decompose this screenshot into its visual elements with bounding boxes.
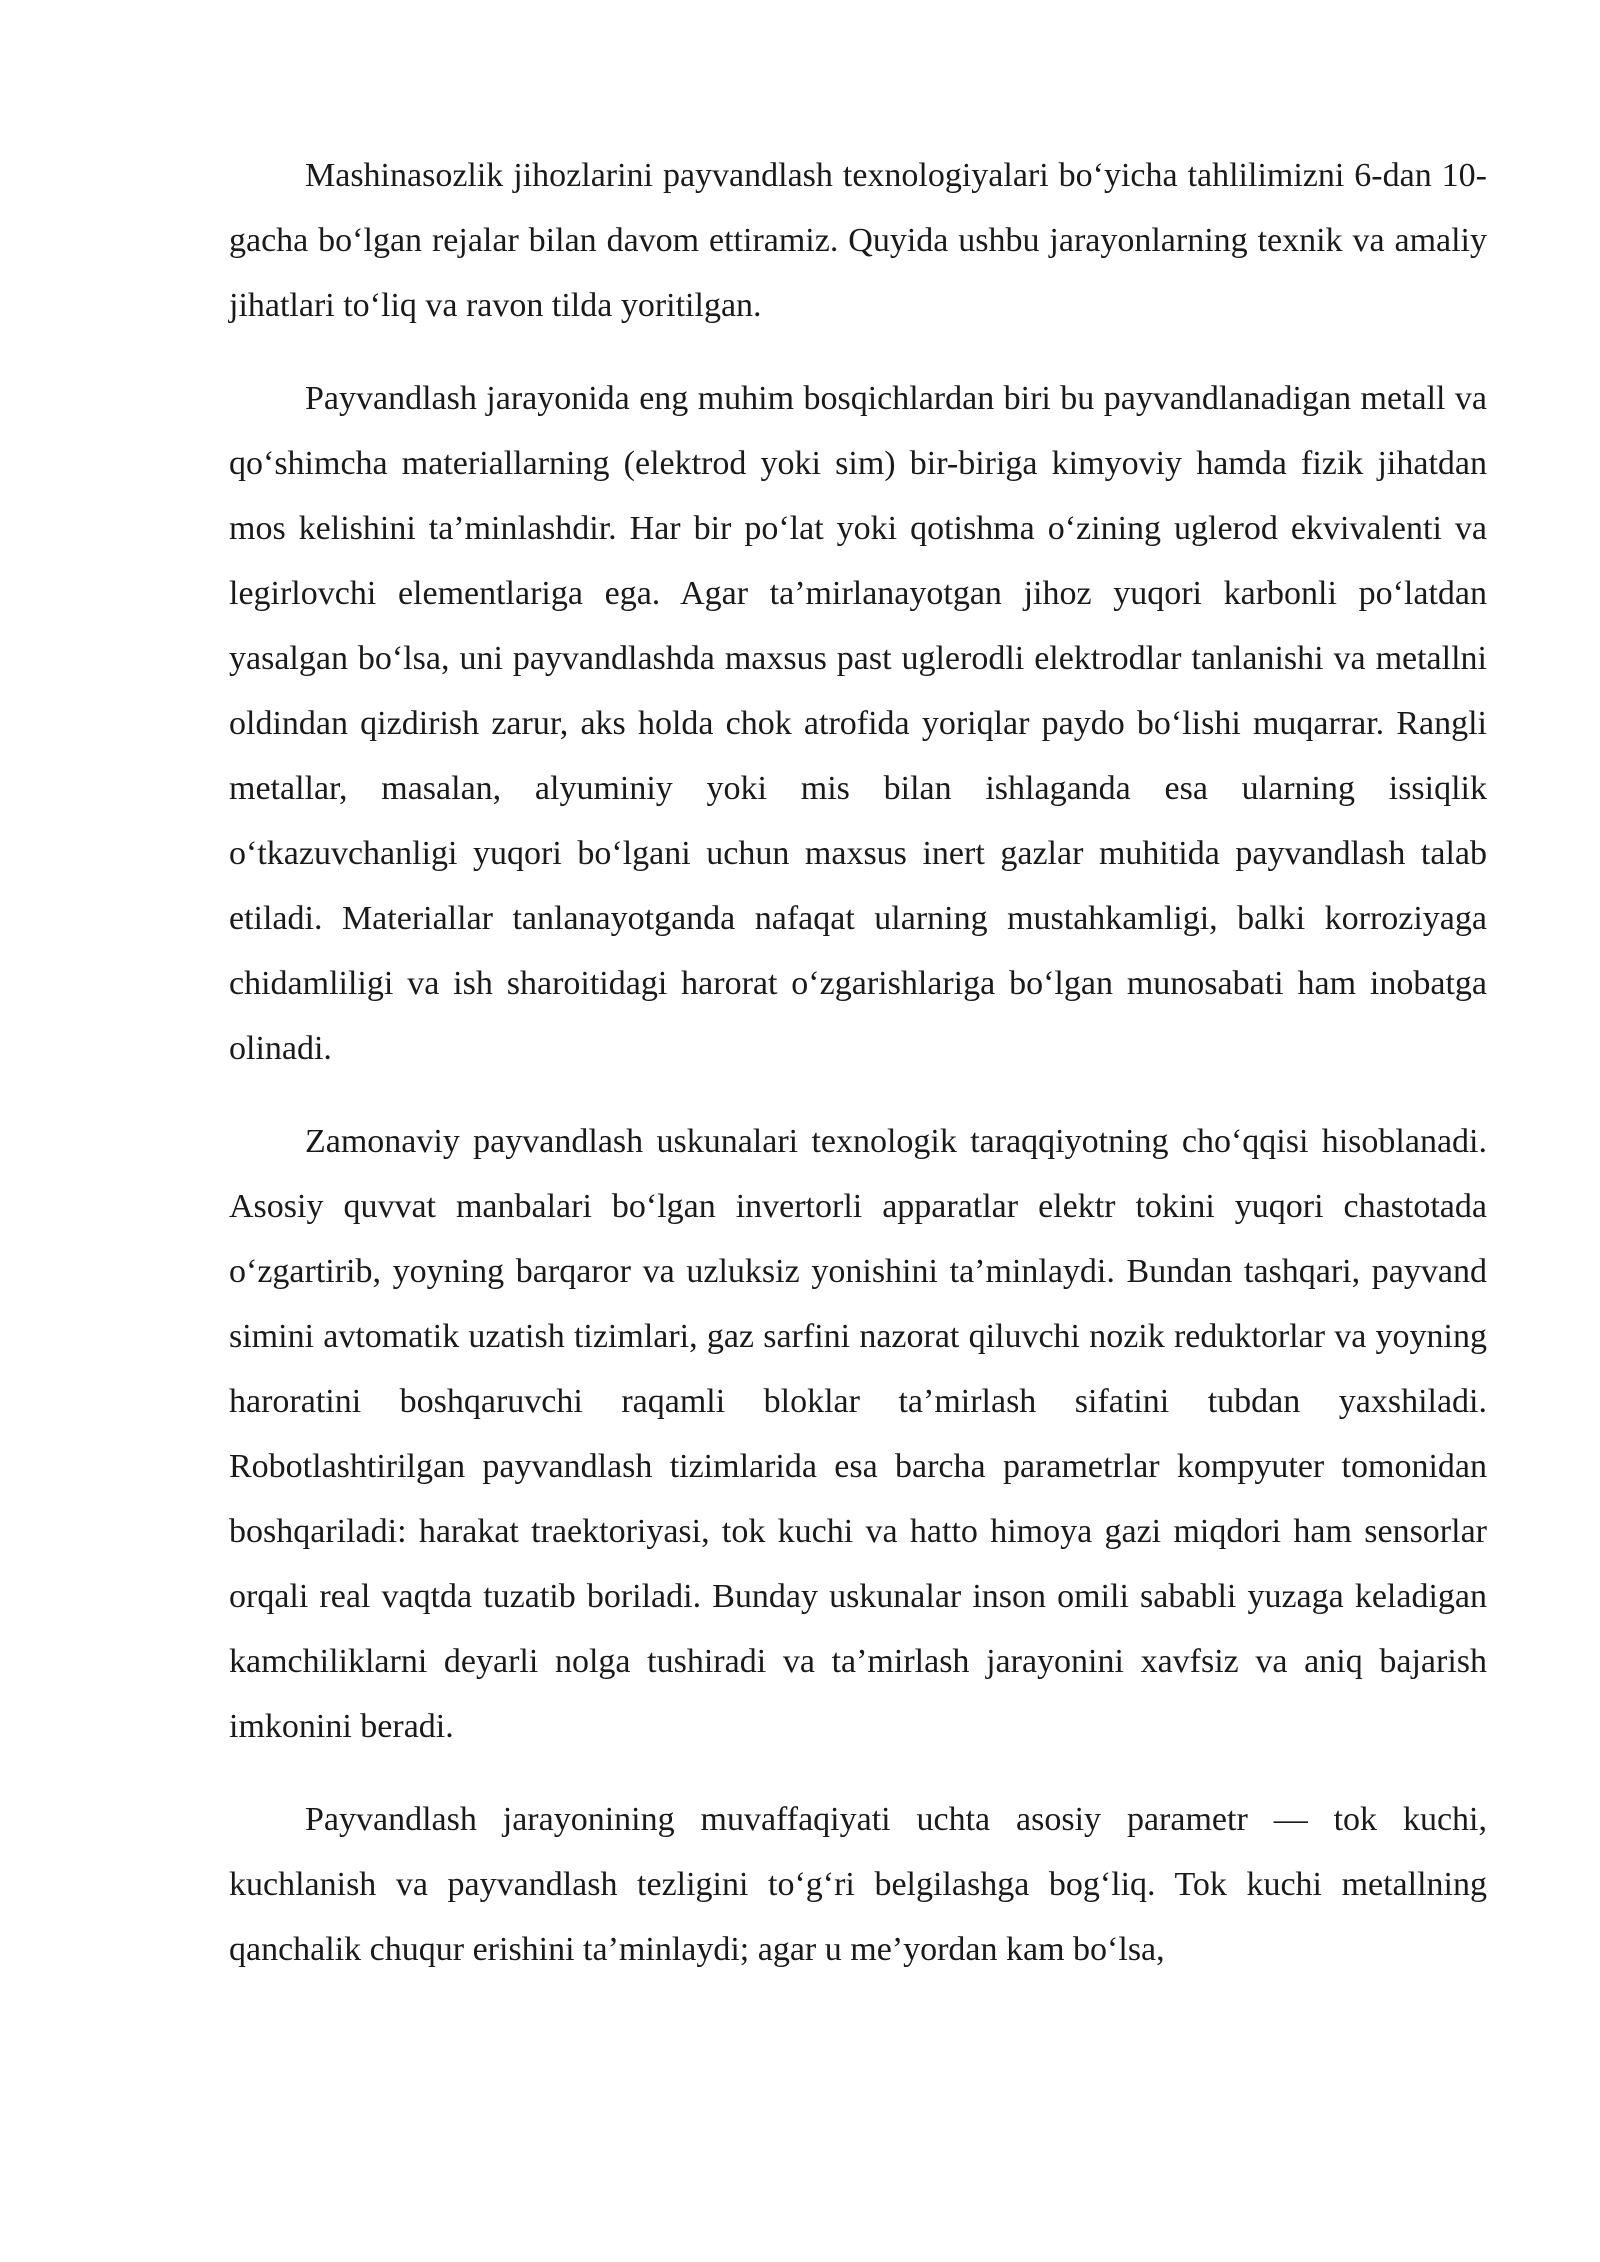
paragraph-equipment: Zamonaviy payvandlash uskunalari texnologik taraqqiyotning cho‘qqisi hisoblanadi. Asosiy quvvat manbalari bo‘lgan invertorli apparatlar elektr tokini yuqori chastotada o‘zgartirib, yoyning barqaror va uzluksiz yonishini ta’minlaydi. Bundan tashqari, payvand simini avtomatik uzatish tizimlari, gaz sarfini nazorat qiluvchi nozik reduktorlar va yoyning haroratini boshqaruvchi raqamli bloklar ta’mirlash sifatini tubdan yaxshiladi. Robotlashtirilgan payvandlash tizimlarida esa barcha parametrlar kompyuter tomonidan boshqariladi: harakat traektoriyasi, tok kuchi va hatto himoya gazi miqdori ham sensorlar orqali real vaqtda tuzatib boriladi. Bunday uskunalar inson omili sababli yuzaga keladigan kamchiliklarni deyarli nolga tushiradi va ta’mirlash jarayonini xavfsiz va aniq bajarish imkonini beradi.	[229, 1123, 1487, 1745]
paragraph-intro: Mashinasozlik jihozlarini payvandlash texnologiyalari bo‘yicha tahlilimizni 6-dan 10-gacha bo‘lgan rejalar bilan davom ettiramiz. Quyida ushbu jarayonlarning texnik va amaliy jihatlari to‘liq va ravon tilda yoritilgan.	[229, 157, 1487, 324]
paragraph-parameters: Payvandlash jarayonining muvaffaqiyati uchta asosiy parametr — tok kuchi, kuchlanish va payvandlash tezligini to‘g‘ri belgilashga bog‘liq. Tok kuchi metallning qanchalik chuqur erishini ta’minlaydi; agar u me’yordan kam bo‘lsa,	[229, 1801, 1487, 1968]
document-body	[229, 143, 1487, 2010]
paragraph-materials: Payvandlash jarayonida eng muhim bosqichlardan biri bu payvandlanadigan metall va qo‘shimcha materiallarning (elektrod yoki sim) bir-biriga kimyoviy hamda fizik jihatdan mos kelishini ta’minlashdir. Har bir po‘lat yoki qotishma o‘zining uglerod ekvivalenti va legirlovchi elementlariga ega. Agar ta’mirlanayotgan jihoz yuqori karbonli po‘latdan yasalgan bo‘lsa, uni payvandlashda maxsus past uglerodli elektrodlar tanlanishi va metallni oldindan qizdirish zarur, aks holda chok atrofida yoriqlar paydo bo‘lishi muqarrar. Rangli metallar, masalan, alyuminiy yoki mis bilan ishlaganda esa ularning issiqlik o‘tkazuvchanligi yuqori bo‘lgani uchun maxsus inert gazlar muhitida payvandlash talab etiladi. Materiallar tanlanayotganda nafaqat ularning mustahkamligi, balki korroziyaga chidamliligi va ish sharoitidagi harorat o‘zgarishlariga bo‘lgan munosabati ham inobatga olinadi.	[229, 380, 1487, 1067]
